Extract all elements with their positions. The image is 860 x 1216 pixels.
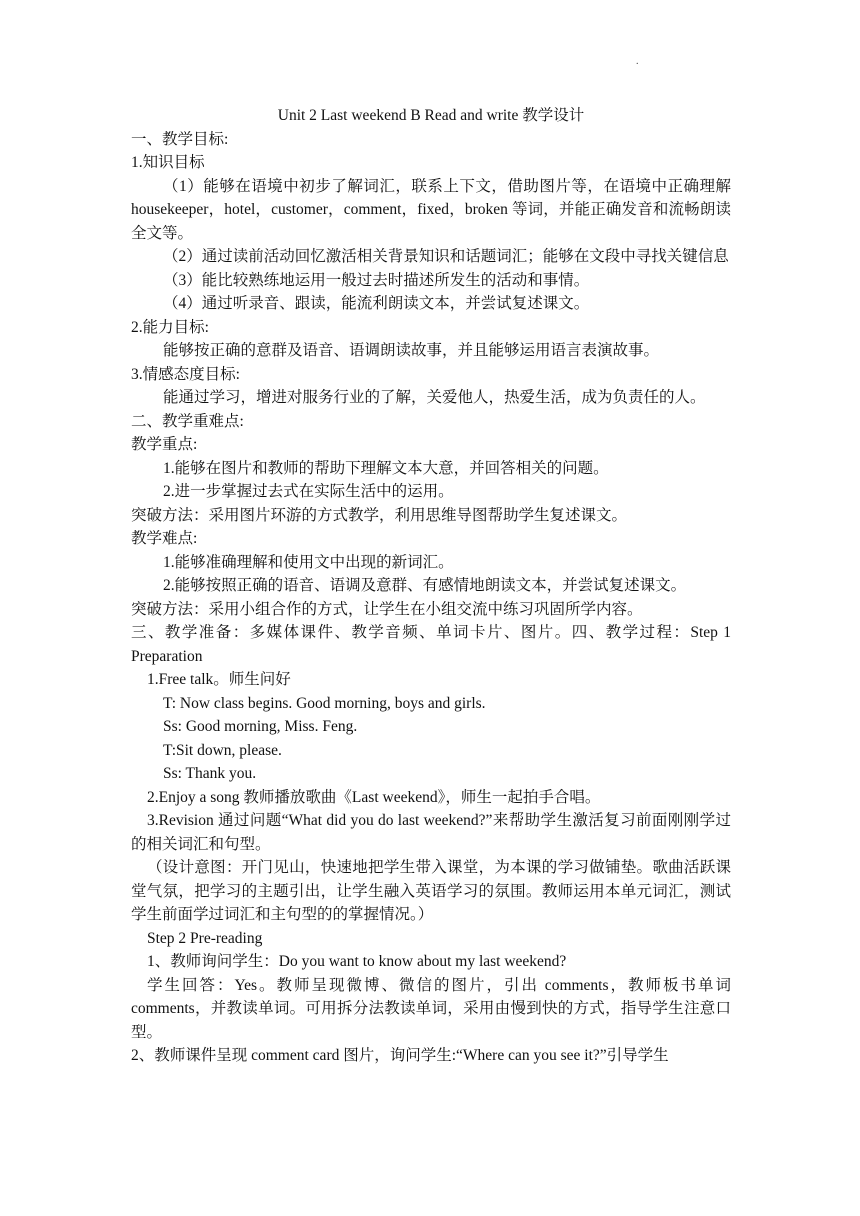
design-intent-note: （设计意图：开门见山，快速地把学生带入课堂，为本课的学习做铺垫。歌曲活跃课堂气氛，把学习的主题引出，让学生融入英语学习的氛围。教师运用本单元词汇，测试学生前面学过词汇和主句型的的掌握情况。） (131, 859, 731, 923)
dialogue-line: T: Now class begins. Good morning, boys and girls. (163, 694, 486, 712)
dialogue-line: T:Sit down, please. (163, 741, 282, 759)
heading-key-points: 二、教学重难点: (131, 412, 244, 430)
heading-teaching-objectives: 一、教学目标: (131, 130, 229, 148)
paragraph: 1、教师询问学生：Do you want to know about my last weekend? (147, 953, 567, 970)
list-item: 2.Enjoy a song 教师播放歌曲《Last weekend》，师生一起拍手合唱。 (147, 788, 601, 806)
paragraph: 能够按正确的意群及语音、语调朗读故事，并且能够运用语言表演故事。 (163, 342, 660, 359)
paragraph: 3.Revision 通过问题“What did you do last weekend?”来帮助学生激活复习前面刚刚学过的相关词汇和句型。 (131, 812, 731, 853)
paragraph: 突破方法：采用图片环游的方式教学，利用思维导图帮助学生复述课文。 (131, 506, 628, 524)
dialogue-line: Ss: Thank you. (163, 765, 257, 782)
document-title: Unit 2 Last weekend B Read and write 教学设计 (277, 107, 585, 124)
list-item: 1.Free talk。师生问好 (147, 671, 291, 688)
document-body (131, 104, 731, 1068)
subheading-knowledge: 1.知识目标 (131, 154, 205, 171)
paragraph: 学生回答：Yes。教师呈现微博、微信的图片，引出 comments，教师板书单词 comments，并教读单词。可用拆分法教读单词，采用由慢到快的方式，指导学生注意口型。 (131, 976, 731, 1041)
header-mark: . (636, 56, 639, 67)
subheading-ability: 2.能力目标: (131, 318, 209, 336)
paragraph: （1）能够在语境中初步了解词汇，联系上下文，借助图片等，在语境中正确理解 housekeeper，hotel，customer，comment，fixed，broken 等词，并能正确发音和流畅朗读全文等。 (131, 177, 731, 242)
step-heading: Step 2 Pre-reading (147, 929, 263, 947)
paragraph: （3）能比较熟练地运用一般过去时描述所发生的活动和事情。 (163, 271, 590, 289)
paragraph: （4）通过听录音、跟读，能流利朗读文本，并尝试复述课文。 (163, 295, 590, 312)
heading-preparation: 三、教学准备：多媒体课件、教学音频、单词卡片、图片。四、教学过程：Step 1 Preparation (131, 624, 731, 665)
list-item: 2.进一步掌握过去式在实际生活中的运用。 (163, 483, 454, 500)
list-item: 2.能够按照正确的语音、语调及意群、有感情地朗读文本，并尝试复述课文。 (163, 577, 687, 594)
list-item: 1.能够准确理解和使用文中出现的新词汇。 (163, 553, 454, 571)
dialogue-line: Ss: Good morning, Miss. Feng. (163, 718, 358, 735)
subheading-key-points: 教学重点: (131, 436, 198, 453)
subheading-attitude: 3.情感态度目标: (131, 365, 240, 383)
paragraph: 突破方法：采用小组合作的方式，让学生在小组交流中练习巩固所学内容。 (131, 600, 643, 618)
list-item: 1.能够在图片和教师的帮助下理解文本大意，并回答相关的问题。 (163, 459, 609, 477)
paragraph: （2）通过读前活动回忆激活相关背景知识和话题词汇；能够在文段中寻找关键信息 (163, 248, 729, 265)
paragraph: 2、教师课件呈现 comment card 图片，询问学生:“Where can you see it?”引导学生 (131, 1047, 669, 1064)
paragraph: 能通过学习，增进对服务行业的了解，关爱他人，热爱生活，成为负责任的人。 (163, 389, 706, 406)
subheading-difficulties: 教学难点: (131, 530, 198, 547)
